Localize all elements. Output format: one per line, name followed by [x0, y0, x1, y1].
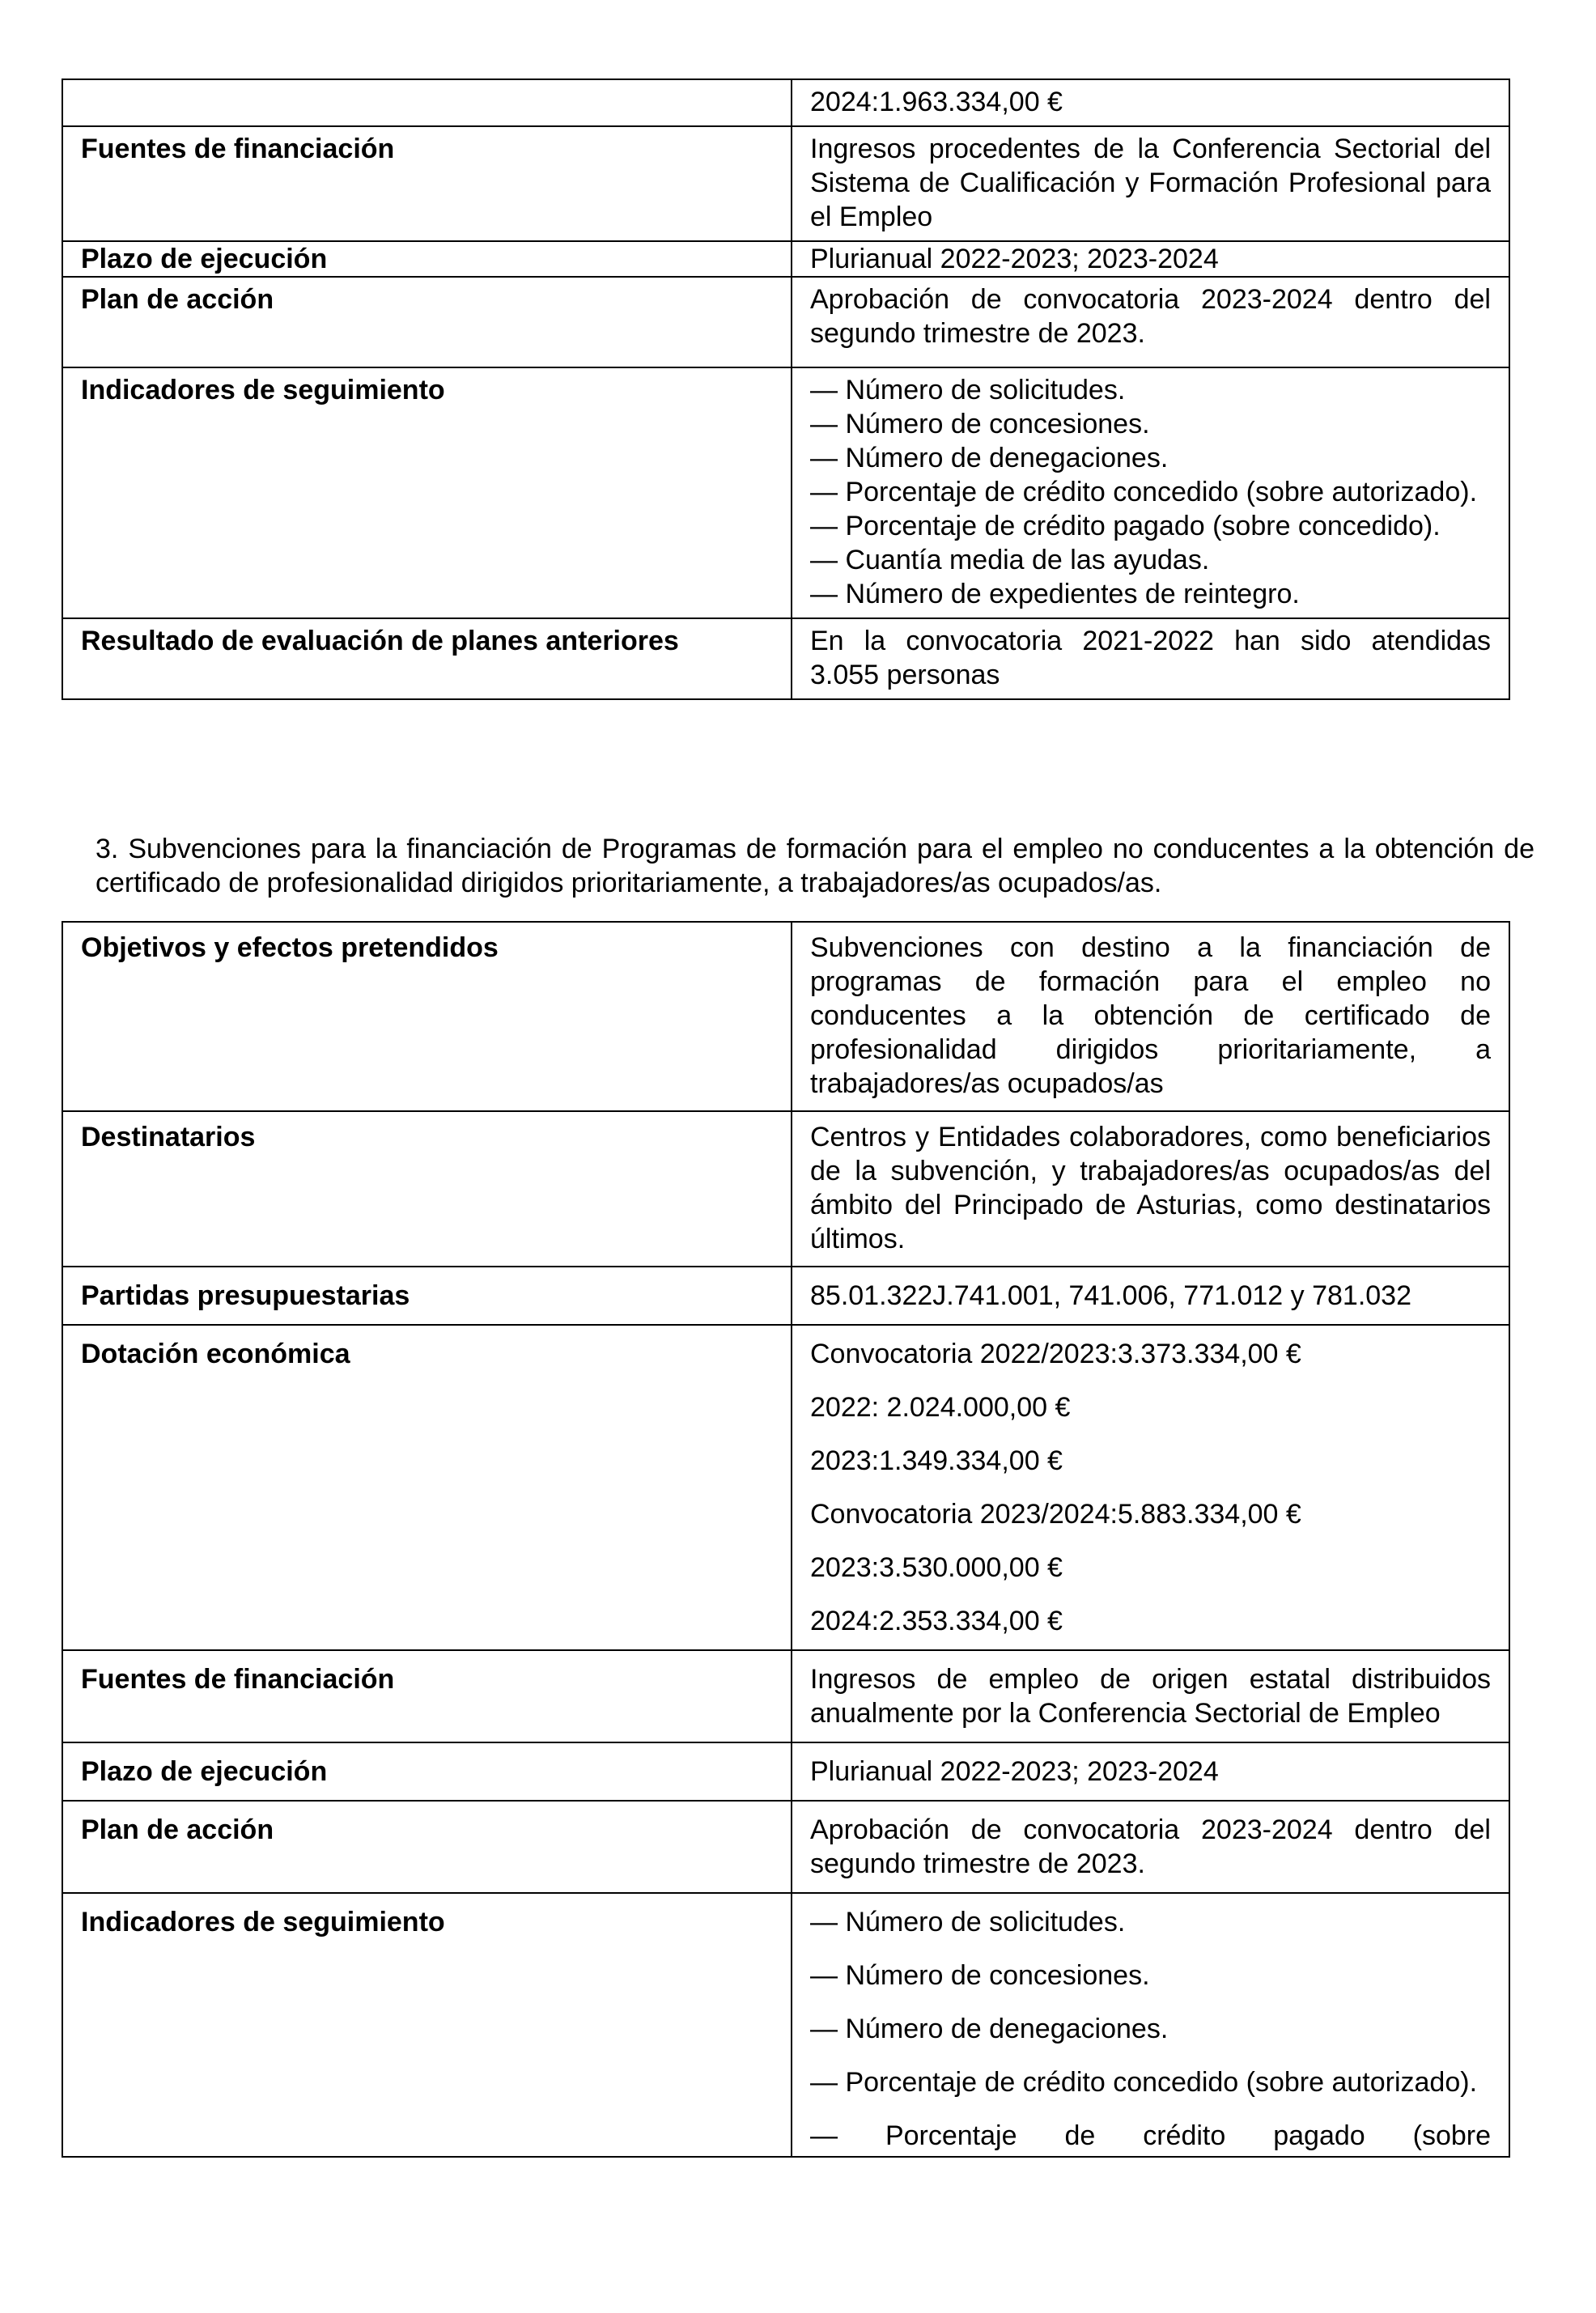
- row-label: Indicadores de seguimiento: [62, 367, 792, 618]
- row-label: [62, 79, 792, 126]
- table-row: [62, 126, 1509, 241]
- cell-text: 2022: 2.024.000,00 €: [810, 1392, 1071, 1423]
- cell-text: 2023:1.349.334,00 €: [810, 1445, 1063, 1476]
- cell-text: Convocatoria 2022/2023:3.373.334,00 €: [810, 1339, 1301, 1369]
- cell-text: Centros y Entidades colaboradores, como beneficiarios de la subvención, y trabajadores/as ocupados/as del ámbito del Principado de Asturias, como destinatarios últimos.: [810, 1122, 1491, 1254]
- cell-text: — Número de concesiones.: [810, 1960, 1150, 1991]
- cell-text: — Número de solicitudes.: [810, 375, 1126, 405]
- cell-text: — Número de denegaciones.: [810, 2014, 1169, 2044]
- row-value: [792, 1650, 1509, 1742]
- section-heading: 3. Subvenciones para la financiación de Programas de formación para el empleo no conducentes a la obtención de certificado de profesionalidad dirigidos prioritariamente, a trabajadores/as ocupados/as.: [96, 834, 1534, 898]
- cell-text: 2024:2.353.334,00 €: [810, 1606, 1063, 1636]
- row-value: [792, 79, 1509, 126]
- table-row: [62, 922, 1509, 1111]
- row-value: [792, 241, 1509, 277]
- cell-text: — Porcentaje de crédito concedido (sobre autorizado).: [810, 2067, 1478, 2098]
- row-value: [792, 1893, 1509, 2157]
- row-label: Indicadores de seguimiento: [62, 1893, 792, 2157]
- funding-table-continued: [62, 79, 1510, 700]
- row-label: Resultado de evaluación de planes anteriores: [62, 618, 792, 699]
- table-row: [62, 79, 1509, 126]
- table-row: [62, 1267, 1509, 1325]
- table-row: [62, 1801, 1509, 1893]
- row-value: [792, 922, 1509, 1111]
- cell-text: En la convocatoria 2021-2022 han sido atendidas 3.055 personas: [810, 626, 1491, 690]
- cell-text: Ingresos de empleo de origen estatal distribuidos anualmente por la Conferencia Sectorial de Empleo: [810, 1664, 1491, 1729]
- cell-text: Ingresos procedentes de la Conferencia Sectorial del Sistema de Cualificación y Formación Profesional para el Empleo: [810, 134, 1491, 232]
- cell-text: 2023:3.530.000,00 €: [810, 1552, 1063, 1583]
- row-value: [792, 126, 1509, 241]
- cell-text: Aprobación de convocatoria 2023-2024 dentro del segundo trimestre de 2023.: [810, 1814, 1491, 1879]
- table-row: [62, 1742, 1509, 1801]
- cell-text: Aprobación de convocatoria 2023-2024 dentro del segundo trimestre de 2023.: [810, 284, 1491, 349]
- table-row: [62, 241, 1509, 277]
- row-value: [792, 1111, 1509, 1267]
- cell-text: — Porcentaje de crédito pagado (sobre concedido).: [810, 511, 1441, 541]
- row-value: [792, 1742, 1509, 1801]
- programme-table: [62, 921, 1510, 2158]
- table-row: [62, 1111, 1509, 1267]
- cell-text: 2024:1.963.334,00 €: [810, 87, 1063, 117]
- cell-text: Subvenciones con destino a la financiación de programas de formación para el empleo no conducentes a la obtención de certificado de profesionalidad dirigidos prioritariamente, a trabajadores/as ocupados/as: [810, 932, 1491, 1099]
- row-value: [792, 618, 1509, 699]
- row-label: Partidas presupuestarias: [62, 1267, 792, 1325]
- table-row: [62, 1650, 1509, 1742]
- cell-text: — Número de concesiones.: [810, 409, 1150, 439]
- cell-text: — Cuantía media de las ayudas.: [810, 545, 1210, 575]
- row-label: Fuentes de financiación: [62, 1650, 792, 1742]
- cell-text: Plurianual 2022-2023; 2023-2024: [810, 244, 1219, 274]
- cell-text: — Porcentaje de crédito pagado (sobre: [810, 2120, 1491, 2151]
- row-value: [792, 367, 1509, 618]
- table-row: [62, 277, 1509, 367]
- row-value: [792, 1801, 1509, 1893]
- cell-text: — Número de expedientes de reintegro.: [810, 579, 1300, 609]
- row-value: [792, 1267, 1509, 1325]
- row-label: Plazo de ejecución: [62, 241, 792, 277]
- row-label: Plan de acción: [62, 1801, 792, 1893]
- cell-text: Plurianual 2022-2023; 2023-2024: [810, 1756, 1219, 1787]
- table-row: [62, 1893, 1509, 2157]
- table-row: [62, 1325, 1509, 1650]
- row-label: Destinatarios: [62, 1111, 792, 1267]
- table-row: [62, 367, 1509, 618]
- cell-text: 85.01.322J.741.001, 741.006, 771.012 y 781.032: [810, 1280, 1411, 1311]
- cell-text: Convocatoria 2023/2024:5.883.334,00 €: [810, 1499, 1301, 1530]
- cell-text: — Porcentaje de crédito concedido (sobre autorizado).: [810, 477, 1478, 507]
- cell-text: — Número de solicitudes.: [810, 1907, 1126, 1937]
- cell-text: — Número de denegaciones.: [810, 443, 1169, 473]
- row-label: Plan de acción: [62, 277, 792, 367]
- table-row: [62, 618, 1509, 699]
- row-label: Objetivos y efectos pretendidos: [62, 922, 792, 1111]
- row-value: [792, 277, 1509, 367]
- row-label: Fuentes de financiación: [62, 126, 792, 241]
- row-label: Plazo de ejecución: [62, 1742, 792, 1801]
- row-value: [792, 1325, 1509, 1650]
- row-label: Dotación económica: [62, 1325, 792, 1650]
